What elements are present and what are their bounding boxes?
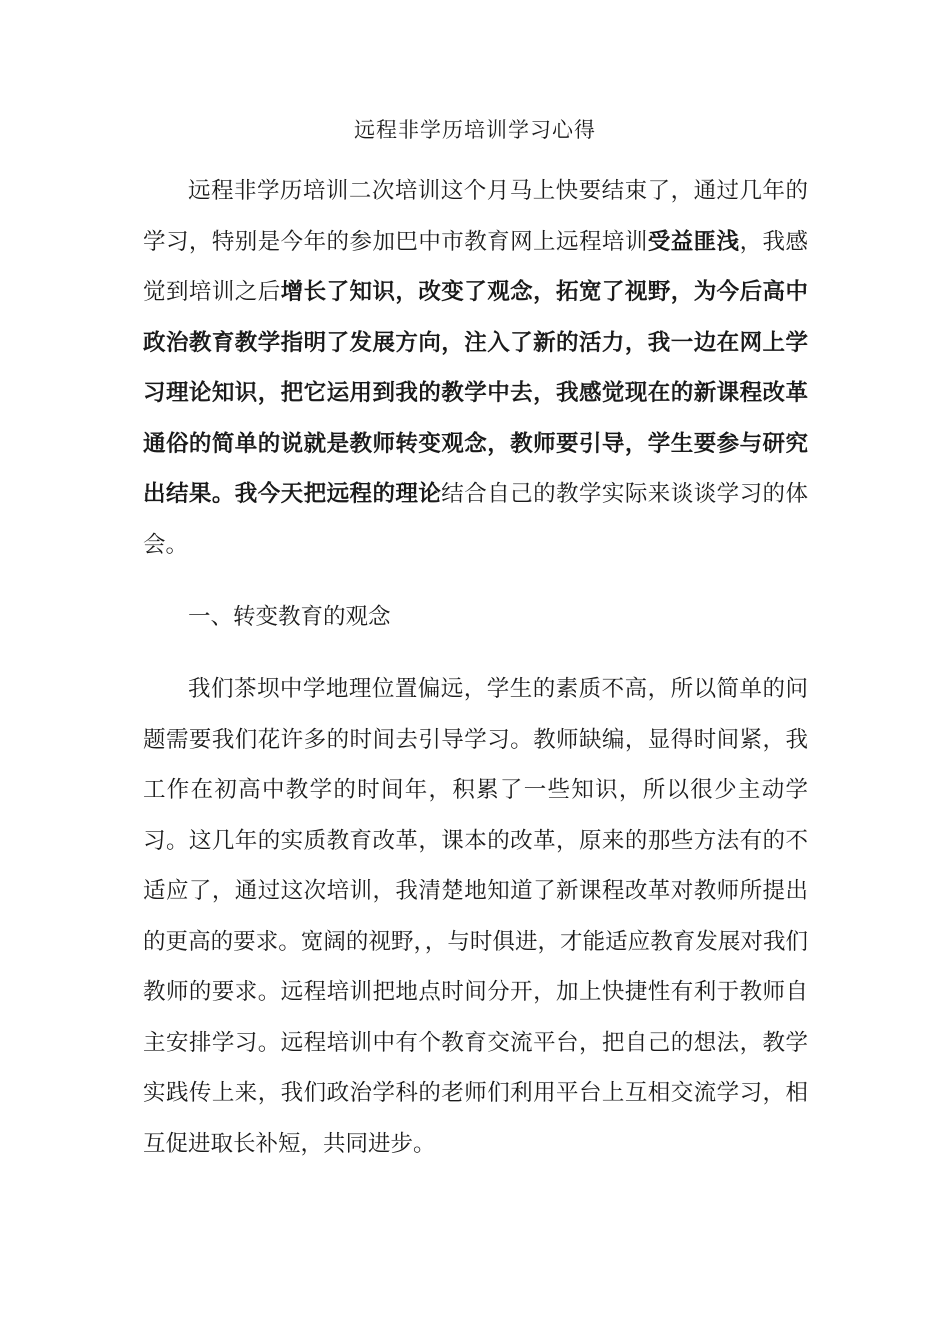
section-heading: 一、转变教育的观念	[188, 604, 391, 630]
paragraph-intro-text-a: 远程非学历培训二次培训这个月马上快要结束了，通过几年的学习，特别是今年的参加巴中市教育网上远程培训	[143, 178, 808, 255]
paragraph-body: 我们茶坝中学地理位置偏远，学生的素质不高，所以简单的问题需要我们花许多的时间去引导学习。教师缺编，显得时间紧，我工作在初高中教学的时间年，积累了一些知识，所以很少主动学习。这几年的实质教育改革，课本的改革，原来的那些方法有的不适应了，通过这次培训，我清楚地知道了新课程改革对教师所提出的更高的要求。宽阔的视野，，与时俱进，才能适应教育发展对我们教师的要求。远程培训把地点时间分开，加上快捷性有利于教师自主安排学习。远程培训中有个教育交流平台，把自己的想法，教学实践传上来，我们政治学科的老师们利用平台上互相交流学习，相互促进取长补短，共同进步。	[143, 676, 808, 1157]
paragraph-intro-bold-b: 增长了知识，改变了观念，拓宽了视野，为今后高中政治教育教学指明了发展方向，注入了新的活力，我一边在网上学习理论知识，把它运用到我的教学中去，我感觉现在的新课程改革通俗的简单的说就是教师转变观念，教师要引导，学生要参与研究出结果。我今天把远程的理论	[143, 279, 808, 507]
paragraph-intro-text-b: ，我感觉到培训之后	[143, 228, 808, 305]
paragraph-intro-bold-a: 受益匪浅	[647, 228, 740, 255]
document-title: 远程非学历培训学习心得	[354, 118, 596, 142]
paragraph-intro	[143, 166, 808, 570]
paragraph-intro-text-c: 结合自己的教学实际来谈谈学习的体会。	[143, 481, 808, 558]
